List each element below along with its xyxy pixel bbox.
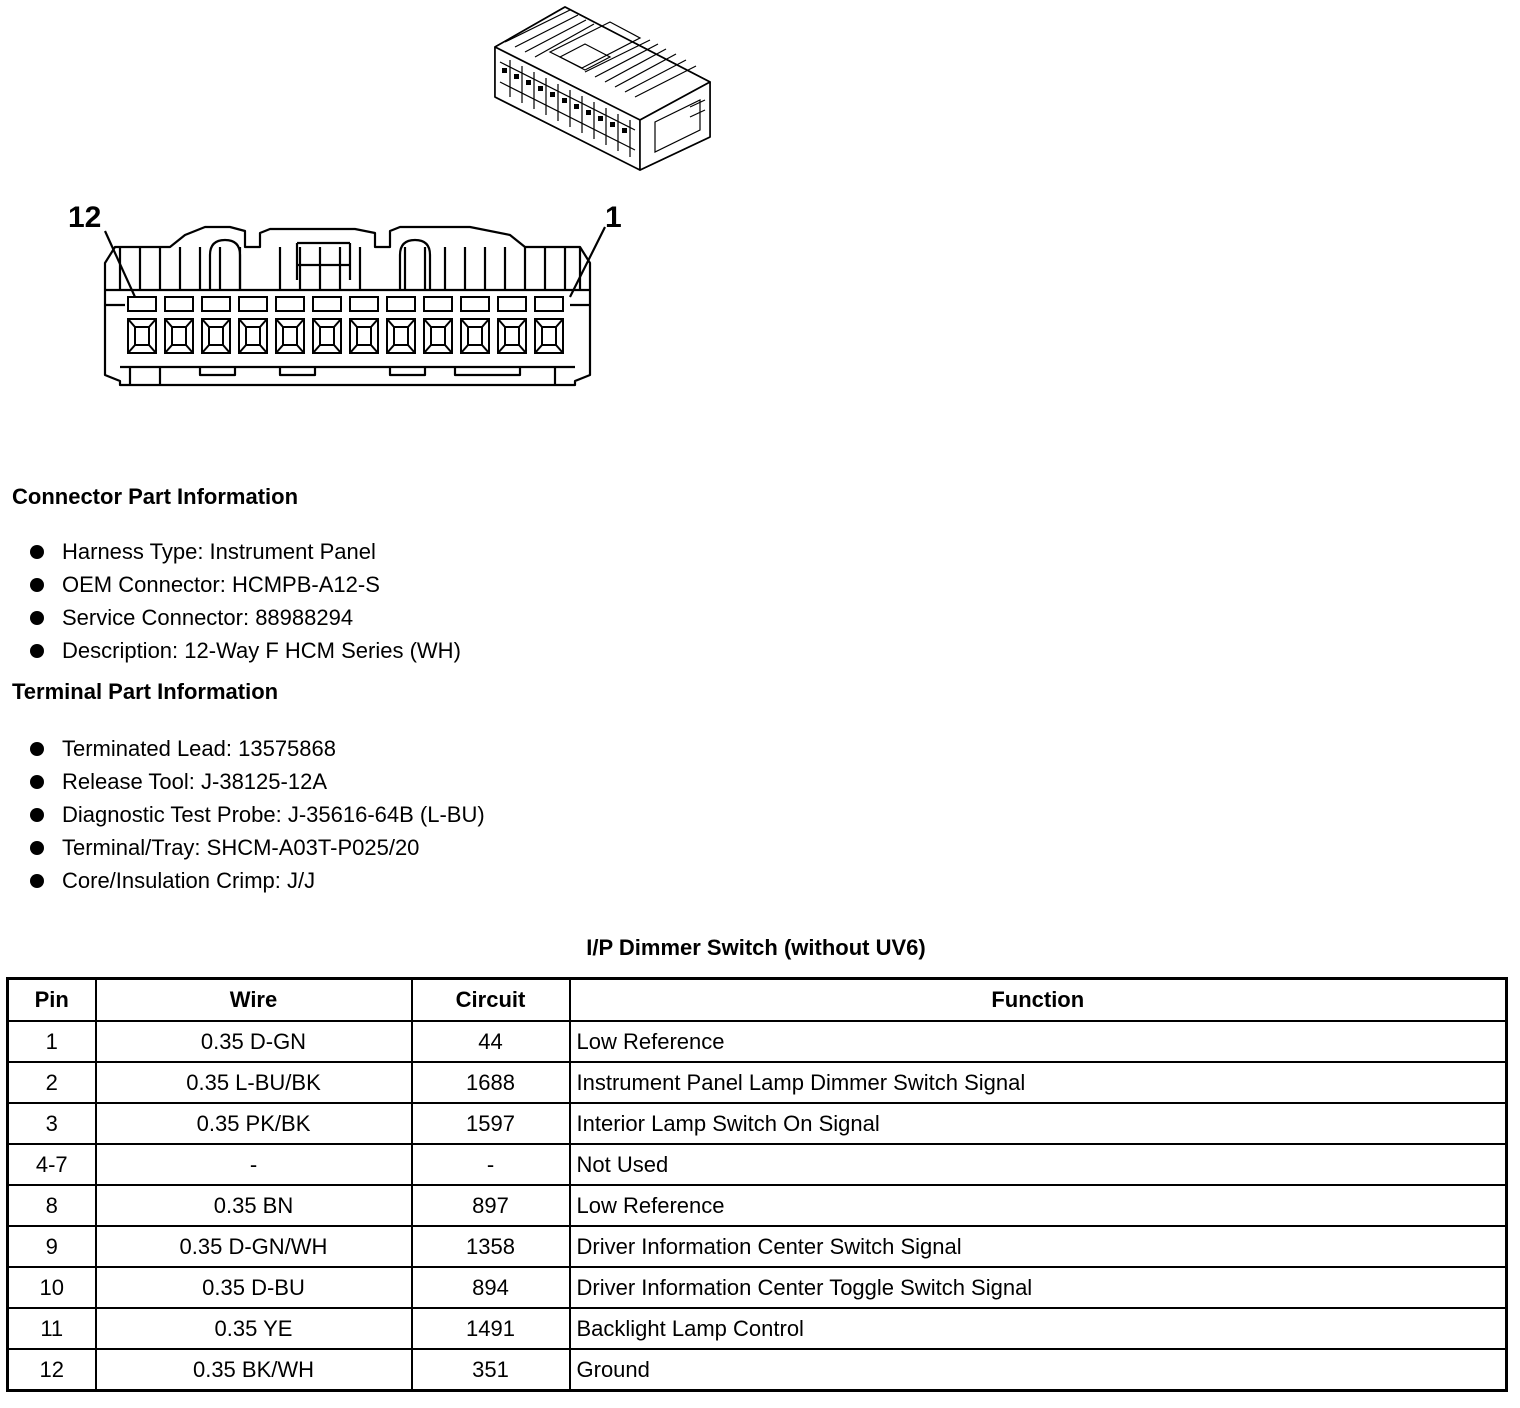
pin-1-label: 1 — [605, 201, 622, 234]
terminal-cavity — [276, 297, 304, 353]
column-header-circuit: Circuit — [412, 979, 570, 1022]
column-header-function: Function — [570, 979, 1507, 1022]
table-header-row — [8, 979, 1507, 1022]
pin-cell: 4-7 — [8, 1144, 96, 1185]
pin-cell: 12 — [8, 1349, 96, 1391]
list-item: Terminated Lead: 13575868 — [30, 733, 485, 766]
circuit-cell: 1597 — [412, 1103, 570, 1144]
circuit-cell: 1358 — [412, 1226, 570, 1267]
pin-cell: 8 — [8, 1185, 96, 1226]
table-row — [8, 1062, 1507, 1103]
list-item: Core/Insulation Crimp: J/J — [30, 864, 485, 897]
terminal-part-information-heading: Terminal Part Information — [12, 679, 279, 704]
bullet-icon — [30, 611, 44, 625]
pin-table — [6, 977, 1508, 1392]
table-row — [8, 1021, 1507, 1062]
terminal-cavity — [165, 297, 193, 353]
circuit-cell: 1688 — [412, 1062, 570, 1103]
list-item: Release Tool: J-38125-12A — [30, 766, 485, 799]
terminal-cavity — [424, 297, 452, 353]
list-item: Service Connector: 88988294 — [30, 602, 461, 635]
circuit-cell: 351 — [412, 1349, 570, 1391]
connector-face-view — [60, 195, 630, 395]
circuit-cell: 897 — [412, 1185, 570, 1226]
table-row — [8, 1103, 1507, 1144]
terminal-cavity — [498, 297, 526, 353]
terminal-cavity — [313, 297, 341, 353]
column-header-wire: Wire — [96, 979, 412, 1022]
terminal-cavity — [387, 297, 415, 353]
table-row — [8, 1267, 1507, 1308]
bullet-icon — [30, 841, 44, 855]
bullet-icon — [30, 742, 44, 756]
list-item: Harness Type: Instrument Panel — [30, 536, 461, 569]
pin-12-label: 12 — [68, 201, 102, 234]
pin-cell: 1 — [8, 1021, 96, 1062]
terminal-cavity — [202, 297, 230, 353]
terminal-cavity — [461, 297, 489, 353]
function-cell: Backlight Lamp Control — [570, 1308, 1507, 1349]
terminal-cavity — [535, 297, 563, 353]
function-cell: Low Reference — [570, 1021, 1507, 1062]
pin-cell: 2 — [8, 1062, 96, 1103]
pin-table-title: I/P Dimmer Switch (without UV6) — [586, 935, 926, 960]
connector-part-information-heading: Connector Part Information — [12, 484, 299, 509]
table-row — [8, 1308, 1507, 1349]
list-item: OEM Connector: HCMPB-A12-S — [30, 569, 461, 602]
table-row — [8, 1185, 1507, 1226]
terminal-cavity — [350, 297, 378, 353]
function-cell: Low Reference — [570, 1185, 1507, 1226]
function-cell: Not Used — [570, 1144, 1507, 1185]
bullet-icon — [30, 775, 44, 789]
wire-cell: 0.35 D-GN — [96, 1021, 412, 1062]
wire-cell: 0.35 PK/BK — [96, 1103, 412, 1144]
function-cell: Interior Lamp Switch On Signal — [570, 1103, 1507, 1144]
table-row — [8, 1349, 1507, 1391]
terminal-cavity — [128, 297, 156, 353]
wire-cell: 0.35 BK/WH — [96, 1349, 412, 1391]
table-row — [8, 1144, 1507, 1185]
bullet-icon — [30, 874, 44, 888]
list-item: Description: 12-Way F HCM Series (WH) — [30, 634, 461, 667]
function-cell: Driver Information Center Toggle Switch Signal — [570, 1267, 1507, 1308]
circuit-cell: 894 — [412, 1267, 570, 1308]
column-header-pin: Pin — [8, 979, 96, 1022]
wire-cell: - — [96, 1144, 412, 1185]
bullet-icon — [30, 808, 44, 822]
pin-cell: 9 — [8, 1226, 96, 1267]
circuit-cell: - — [412, 1144, 570, 1185]
circuit-cell: 44 — [412, 1021, 570, 1062]
terminal-part-information-list — [30, 733, 485, 897]
connector-part-information-list — [30, 536, 461, 667]
wire-cell: 0.35 BN — [96, 1185, 412, 1226]
wire-cell: 0.35 L-BU/BK — [96, 1062, 412, 1103]
wire-cell: 0.35 D-GN/WH — [96, 1226, 412, 1267]
list-item: Terminal/Tray: SHCM-A03T-P025/20 — [30, 831, 485, 864]
connector-isometric-illustration — [490, 2, 715, 172]
list-item: Diagnostic Test Probe: J-35616-64B (L-BU) — [30, 799, 485, 832]
bullet-icon — [30, 545, 44, 559]
bullet-icon — [30, 578, 44, 592]
table-row — [8, 1226, 1507, 1267]
wire-cell: 0.35 D-BU — [96, 1267, 412, 1308]
pin-cell: 11 — [8, 1308, 96, 1349]
bullet-icon — [30, 644, 44, 658]
function-cell: Ground — [570, 1349, 1507, 1391]
function-cell: Driver Information Center Switch Signal — [570, 1226, 1507, 1267]
pin-cell: 3 — [8, 1103, 96, 1144]
function-cell: Instrument Panel Lamp Dimmer Switch Signal — [570, 1062, 1507, 1103]
wire-cell: 0.35 YE — [96, 1308, 412, 1349]
terminal-cavity — [239, 297, 267, 353]
pin-cell: 10 — [8, 1267, 96, 1308]
circuit-cell: 1491 — [412, 1308, 570, 1349]
